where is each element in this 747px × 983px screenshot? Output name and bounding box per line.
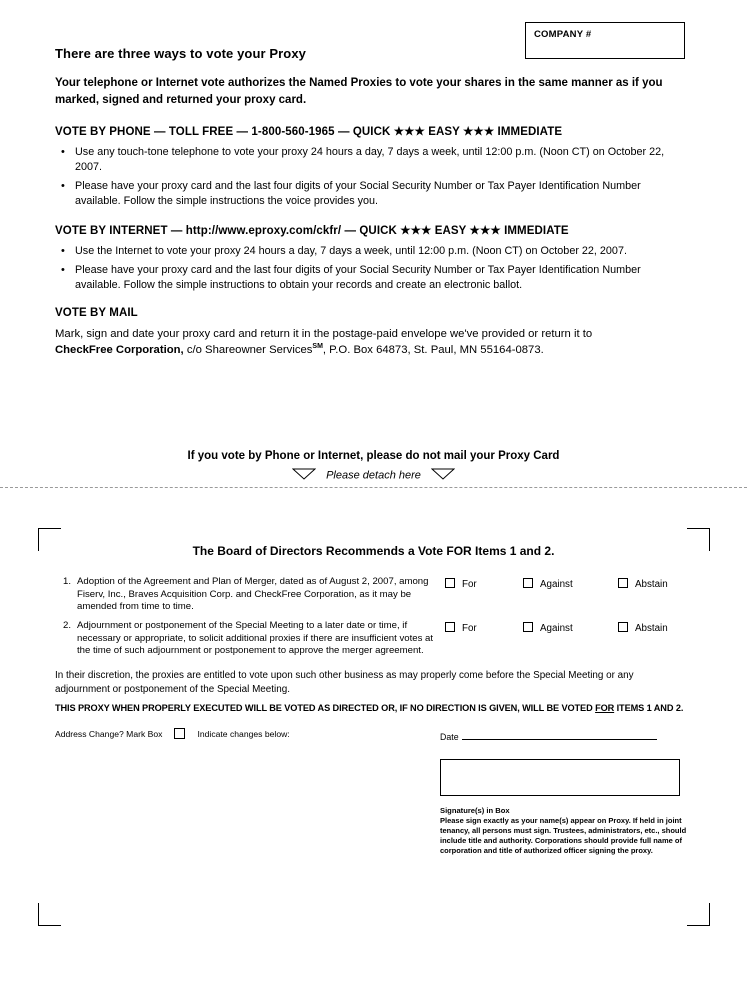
date-input[interactable] — [462, 730, 657, 740]
item-number: 2. — [62, 619, 71, 631]
mail-line-1: Mark, sign and date your proxy card and return it in the postage-paid envelope we've provided or return it to — [55, 327, 593, 340]
discretion-paragraph: In their discretion, the proxies are entitled to vote upon such other business as may properly come before the Special Meeting or any adjournment or postponement of the Special Meeting. — [55, 670, 634, 695]
company-number-label: COMPANY # — [534, 29, 592, 40]
address-change-checkbox[interactable] — [174, 728, 185, 739]
proxy-note-pre: THIS PROXY WHEN PROPERLY EXECUTED WILL BE VOTED AS DIRECTED OR, IF NO DIRECTION IS GIVEN, WILL BE VOTED — [55, 703, 596, 713]
lead-paragraph: Your telephone or Internet vote authorizes the Named Proxies to vote your shares in the same manner as if you marked, signed and returned your proxy card. — [55, 77, 663, 106]
date-label: Date — [440, 732, 459, 742]
choice-label: Against — [540, 579, 573, 590]
item-1-against-option[interactable] — [523, 578, 573, 590]
page-title: There are three ways to vote your Proxy — [55, 46, 306, 61]
checkbox-icon[interactable] — [523, 578, 533, 588]
vote-by-internet-heading: VOTE BY INTERNET — http://www.eproxy.com/ckfr/ — QUICK ★★★ EASY ★★★ IMMEDIATE — [55, 224, 569, 237]
list-item: • Please have your proxy card and the last four digits of your Social Security Number or Tax Payer Identification Number available. Follow the simple instructions to obtain your records and create an electronic ballot. — [73, 263, 685, 293]
vote-by-internet-bullets — [55, 244, 685, 293]
choice-label: Abstain — [635, 622, 668, 634]
proxy-note-underline: FOR — [595, 703, 615, 713]
indicate-changes-label: Indicate changes below: — [197, 729, 290, 739]
crop-mark-bottom-left — [38, 903, 61, 926]
mail-line-2-post: , P.O. Box 64873, St. Paul, MN 55164-0873. — [322, 343, 544, 356]
vote-by-mail-heading: VOTE BY MAIL — [55, 306, 138, 319]
checkbox-icon[interactable] — [618, 622, 628, 632]
detach-row — [0, 468, 747, 483]
checkbox-icon[interactable] — [445, 622, 455, 632]
choice-label: Against — [540, 622, 573, 634]
signature-box[interactable] — [440, 759, 680, 796]
item-1-abstain-option[interactable] — [618, 578, 668, 590]
voting-instructions — [55, 46, 685, 358]
vote-by-mail-text — [55, 326, 685, 359]
service-mark: SM — [312, 343, 323, 351]
detach-arrow-right-icon — [431, 468, 455, 483]
ballot-item-2 — [55, 620, 695, 658]
address-change-label: Address Change? Mark Box — [55, 729, 163, 739]
signature-caption: Signature(s) in Box — [440, 806, 510, 815]
item-2-for-option[interactable] — [445, 622, 477, 634]
detach-note: If you vote by Phone or Internet, please do not mail your Proxy Card — [187, 450, 560, 462]
list-item: • Please have your proxy card and the last four digits of your Social Security Number or Tax Payer Identification Number available. Follow the simple instructions the voice provides you. — [73, 179, 685, 209]
item-number: 1. — [62, 576, 71, 587]
checkbox-icon[interactable] — [445, 578, 455, 588]
detach-dashed-line — [0, 487, 747, 488]
item-text: Adjournment or postponement of the Special Meeting to a later date or time, if necessary or appropriate, to solicit additional proxies if there are insufficient votes at the time of such adjournment or postponement to approve the merger agreement. — [77, 619, 434, 657]
checkbox-icon[interactable] — [618, 578, 628, 588]
choice-label: Abstain — [635, 579, 668, 590]
vote-by-phone-bullets — [55, 145, 685, 209]
mail-company-name: CheckFree Corporation, — [55, 343, 184, 356]
item-2-against-option[interactable] — [523, 622, 573, 634]
item-1-choices — [445, 578, 695, 594]
choice-label: For — [462, 579, 477, 590]
item-1-for-option[interactable] — [445, 578, 477, 590]
item-2-abstain-option[interactable] — [618, 622, 668, 634]
crop-mark-bottom-right — [687, 903, 710, 926]
ballot-items — [55, 576, 695, 664]
checkbox-icon[interactable] — [523, 622, 533, 632]
ballot-title: The Board of Directors Recommends a Vote FOR Items 1 and 2. — [192, 544, 555, 558]
vote-by-phone-heading: VOTE BY PHONE — TOLL FREE — 1-800-560-1965 — QUICK ★★★ EASY ★★★ IMMEDIATE — [55, 126, 563, 139]
detach-label: Please detach here — [326, 469, 421, 482]
item-text: Adoption of the Agreement and Plan of Merger, dated as of August 2, 2007, among Fiserv, Inc., Braves Acquisition Corp. and CheckFree Corporation, as it may be amended from time to time. — [77, 576, 429, 613]
mail-line-2-pre: c/o Shareowner Services — [183, 343, 313, 356]
item-2-choices — [445, 622, 695, 638]
proxy-execution-note — [55, 703, 695, 713]
ballot-item-1 — [55, 576, 695, 614]
list-item: • Use any touch-tone telephone to vote your proxy 24 hours a day, 7 days a week, until 12:00 p.m. (Noon CT) on October 22, 2007. — [73, 145, 685, 175]
date-field-row — [440, 730, 680, 742]
signature-instructions: Please sign exactly as your name(s) appear on Proxy. If held in joint tenancy, all persons must sign. Trustees, administrators, etc., should include title and authority. Corporations should provide full name of corporation and title of authorized officer signing the proxy. — [440, 816, 687, 855]
proxy-note-post: ITEMS 1 AND 2. — [614, 703, 684, 713]
address-change-row — [55, 728, 455, 739]
detach-arrow-left-icon — [292, 468, 316, 483]
list-item: • Use the Internet to vote your proxy 24 hours a day, 7 days a week, until 12:00 p.m. (Noon CT) on October 22, 2007. — [73, 244, 685, 259]
choice-label: For — [462, 622, 477, 634]
